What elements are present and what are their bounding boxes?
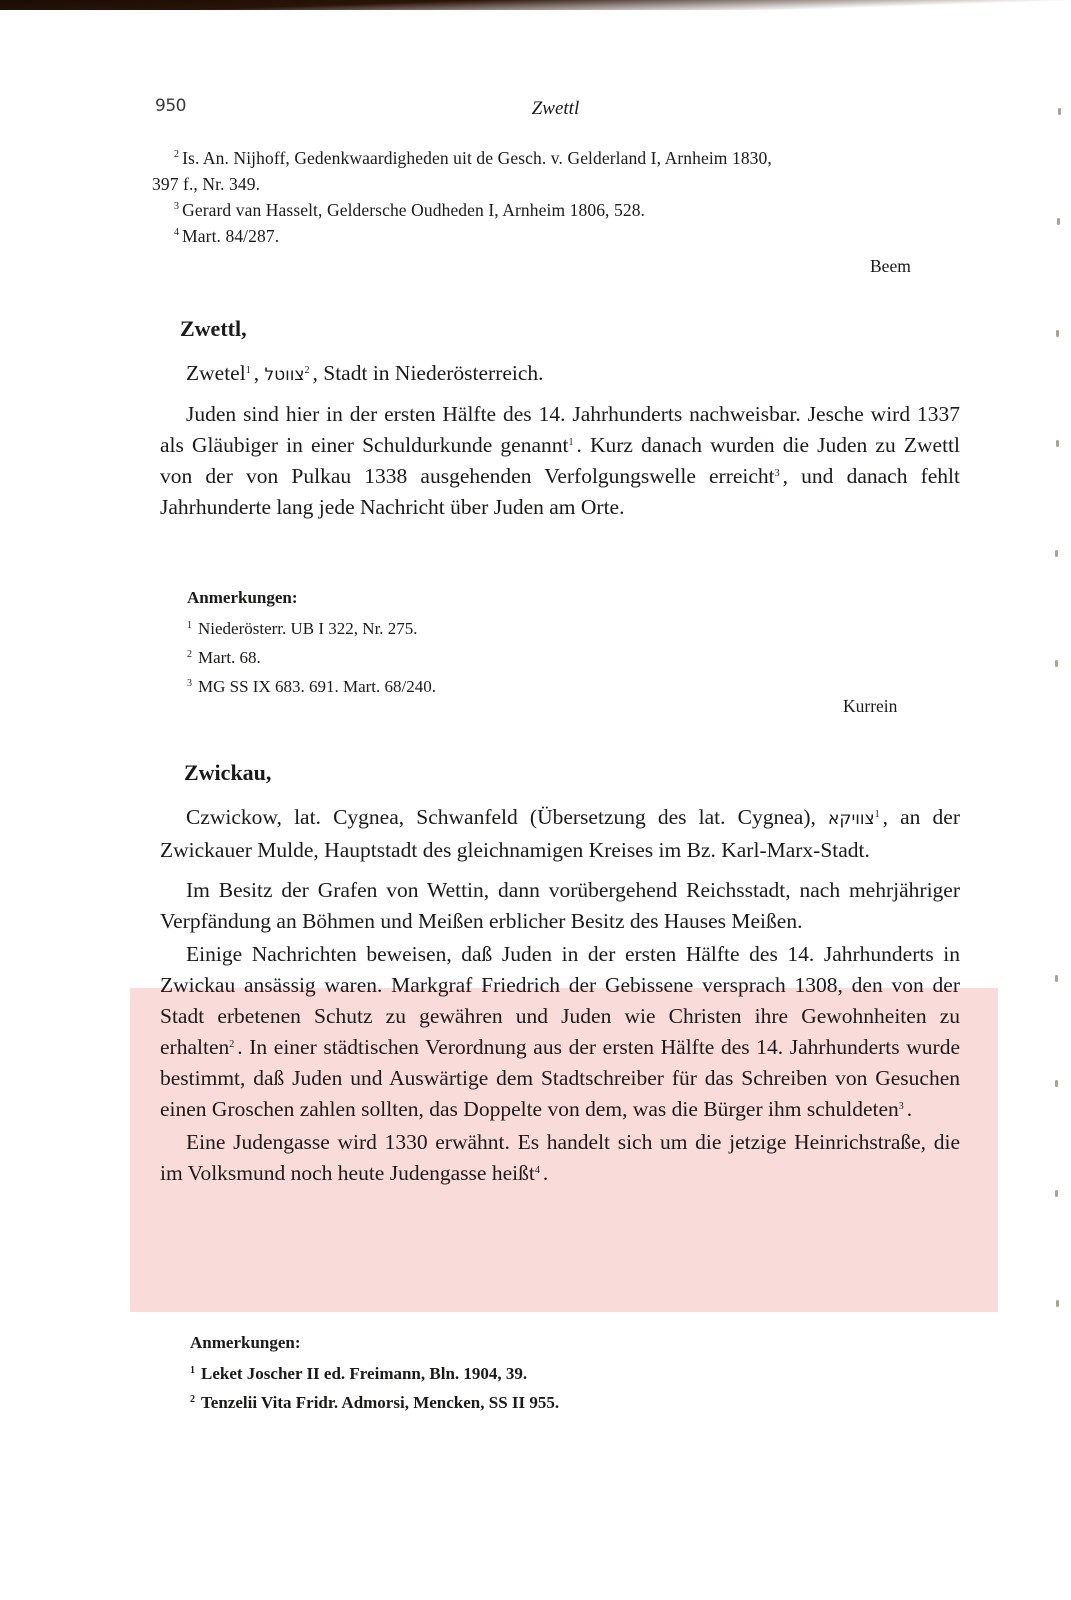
footnote-item xyxy=(152,197,974,223)
page-number: 950 xyxy=(155,96,186,116)
entry-title: Zwickau, xyxy=(184,760,272,785)
footnote-ref: 4 xyxy=(534,1165,540,1176)
hebrew-name: צוויקא xyxy=(828,809,875,829)
note-text: Mart. 68. xyxy=(198,648,261,667)
zwettl-paragraph xyxy=(160,399,960,523)
entry-author: Beem xyxy=(870,256,911,276)
paragraph-text: . xyxy=(906,1097,913,1121)
paragraph-text: Juden sind hier in der ersten Hälfte des 14. Jahrhunderts nachweisbar. Jesche wird 1337 als Gläubiger in einer Schuldurkunde genannt xyxy=(160,402,960,457)
paragraph-text: Czwickow, lat. Cygnea, Schwanfeld (Übersetzung des lat. Cygnea), xyxy=(186,805,816,829)
zwickau-notes xyxy=(190,1330,890,1416)
note-text: Leket Joscher II ed. Freimann, Bln. 1904, 39. xyxy=(201,1364,528,1383)
footnote-number: 3 xyxy=(174,201,180,212)
paragraph-text: . In einer städtischen Verordnung aus der ersten Hälfte des 14. Jahrhunderts wurde bestimmt, daß Juden und Auswärtige dem Stadtschreiber für das Schreiben von Gesuchen einen Groschen zahlen sollten, das Doppelte von dem, was die Bürger ihm schuldeten xyxy=(160,1035,960,1121)
margin-speck xyxy=(1055,1080,1058,1087)
entry-title: Zwettl, xyxy=(180,316,247,341)
paragraph-text: , und danach fehlt Jahrhunderte lang jede Nachricht über Juden am Orte. xyxy=(160,464,960,519)
footnote-ref: 1 xyxy=(874,809,880,820)
margin-speck xyxy=(1055,1190,1058,1197)
footnote-ref: 2 xyxy=(304,365,310,376)
footnote-number: 2 xyxy=(174,149,180,160)
footnote-ref: 1 xyxy=(245,365,251,376)
note-text: MG SS IX 683. 691. Mart. 68/240. xyxy=(198,677,437,696)
note-number: 1 xyxy=(190,1365,195,1376)
margin-speck xyxy=(1055,550,1058,557)
hebrew-name: צווטל xyxy=(264,365,305,385)
names-paragraph xyxy=(160,802,960,866)
footnote-ref: 2 xyxy=(229,1039,235,1050)
previous-entry-footnotes xyxy=(152,145,974,249)
entry-author: Kurrein xyxy=(843,696,898,716)
highlighted-paragraph xyxy=(160,939,960,1125)
note-item xyxy=(187,642,887,671)
note-item xyxy=(187,671,887,700)
note-number: 1 xyxy=(187,620,192,631)
note-number: 2 xyxy=(190,1394,195,1405)
footnote-item xyxy=(152,223,974,249)
notes-heading: Anmerkungen: xyxy=(190,1333,301,1352)
footnote-text: Mart. 84/287. xyxy=(182,226,280,246)
paragraph-text: , an der Zwickauer Mulde, Hauptstadt des gleichnamigen Kreises im Bz. Karl-Marx-Stadt. xyxy=(160,805,960,862)
margin-speck xyxy=(1055,975,1058,982)
margin-speck xyxy=(1055,660,1058,667)
note-number: 3 xyxy=(187,678,192,689)
paragraph-text: . xyxy=(542,1161,549,1185)
footnote-number: 4 xyxy=(174,227,180,238)
margin-speck xyxy=(1057,218,1060,225)
note-text: Niederösterr. UB I 322, Nr. 275. xyxy=(198,619,418,638)
margin-speck xyxy=(1056,330,1059,337)
footnote-text: Is. An. Nijhoff, Gedenkwaardigheden uit de Gesch. v. Gelderland I, Arnheim 1830, xyxy=(182,148,772,168)
paragraph-text: Einige Nachrichten beweisen, daß Juden in der ersten Hälfte des 14. Jahrhunderts in Zwickau ansässig waren. Markgraf Friedrich der Gebissene versprach 1308, den von der Stadt erbetenen Schutz zu gewähren und Juden wie Christen ihre Gewohnheiten zu erhalten xyxy=(160,942,960,1059)
book-page-edge xyxy=(0,0,1071,10)
note-item xyxy=(187,613,887,642)
names-rest: , Stadt in Niederösterreich. xyxy=(312,361,544,385)
place-name: Zwetel xyxy=(186,361,246,385)
names-line: Zwetel$^1$ , צווטל$^2$ , Stadt in Niederösterreich. xyxy=(186,361,544,385)
note-number: 2 xyxy=(187,649,192,660)
zwickau-body xyxy=(160,802,960,1189)
footnote-ref: 3 xyxy=(898,1101,904,1112)
footnote-ref: 3 xyxy=(774,468,780,479)
paragraph-text: . Kurz danach wurden die Juden zu Zwettl von der von Pulkau 1338 ausgehenden Verfolgungswelle erreicht xyxy=(160,433,960,488)
footnote-ref: 1 xyxy=(568,437,574,448)
footnote-item xyxy=(152,145,974,171)
history-paragraph: Im Besitz der Grafen von Wettin, dann vorübergehend Reichsstadt, nach mehrjähriger Verpfändung an Böhmen und Meißen erblicher Besitz des Hauses Meißen. xyxy=(160,878,960,933)
running-head: Zwettl xyxy=(531,98,580,119)
paragraph-text: Eine Judengasse wird 1330 erwähnt. Es handelt sich um die jetzige Heinrichstraße, die im Volksmund noch heute Judengasse heißt xyxy=(160,1130,960,1185)
zwettl-body xyxy=(160,358,960,523)
notes-heading: Anmerkungen: xyxy=(187,588,298,607)
margin-speck xyxy=(1056,440,1059,447)
highlighted-paragraph xyxy=(160,1127,960,1189)
footnote-continuation: 397 f., Nr. 349. xyxy=(152,174,261,194)
note-item xyxy=(190,1387,890,1416)
note-text: Tenzelii Vita Fridr. Admorsi, Mencken, SS II 955. xyxy=(201,1393,560,1412)
margin-speck xyxy=(1056,1300,1059,1307)
zwettl-notes xyxy=(187,585,887,700)
footnote-text: Gerard van Hasselt, Geldersche Oudheden I, Arnheim 1806, 528. xyxy=(182,200,646,220)
note-item xyxy=(190,1358,890,1387)
